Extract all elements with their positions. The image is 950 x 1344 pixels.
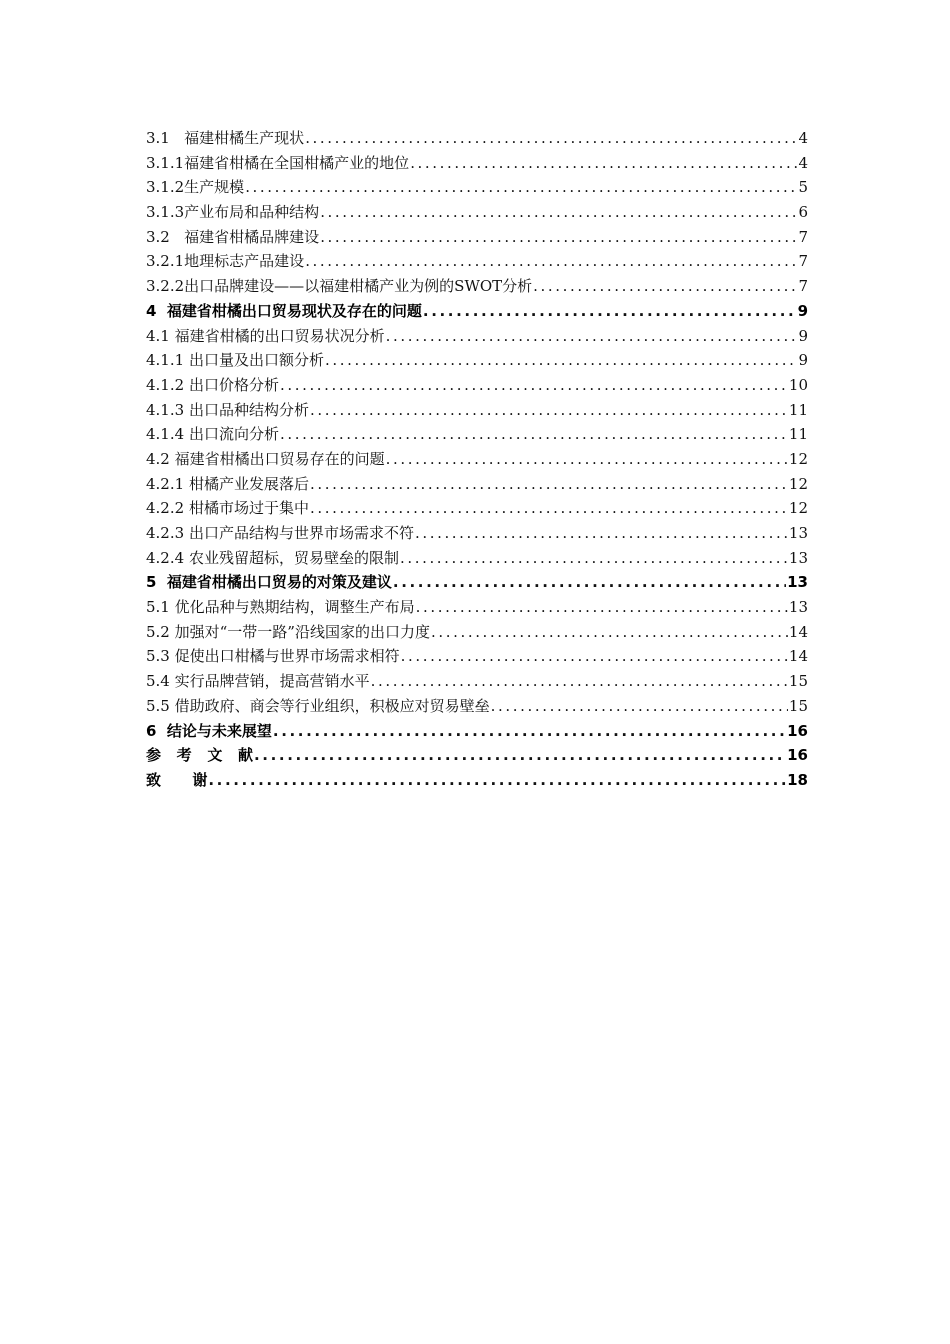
toc-entry-number: 4.2 <box>146 449 170 468</box>
toc-entry-title: 福建省柑橘的出口贸易状况分析 <box>174 326 385 345</box>
toc-dot-leader <box>245 175 797 200</box>
toc-entry-title: 福建省柑橘出口贸易存在的问题 <box>174 449 385 468</box>
toc-entry-title: 农业残留超标，贸易壁垒的限制 <box>188 548 399 567</box>
toc-entry-page-number: 9 <box>798 351 808 370</box>
toc-entry-title: 出口量及出口额分析 <box>188 351 324 370</box>
toc-entry-title: 加强对“一带一路”沿线国家的出口力度 <box>174 622 430 641</box>
toc-entry-title: 福建省柑橘出口贸易现状及存在的问题 <box>166 301 422 320</box>
toc-dot-leader <box>325 348 797 373</box>
toc-entry-number: 4.2.2 <box>146 499 185 518</box>
toc-entry-title: 出口产品结构与世界市场需求不符 <box>188 524 414 542</box>
toc-entry-page-number: 7 <box>798 227 808 246</box>
toc-entry-number: 3.2.2 <box>146 277 185 296</box>
toc-dot-leader <box>305 126 797 151</box>
toc-entry[interactable] <box>146 274 808 299</box>
toc-entry-number: 5.4 <box>146 672 170 691</box>
toc-entry[interactable] <box>146 644 808 669</box>
toc-entry-page-number: 15 <box>788 696 808 715</box>
toc-entry-number: 4.1.4 <box>146 425 185 444</box>
toc-entry-title: 出口流向分析 <box>188 425 279 444</box>
toc-entry[interactable] <box>146 126 808 151</box>
toc-entry-title: 致 谢 <box>146 770 208 789</box>
toc-entry-page-number: 13 <box>787 573 808 592</box>
toc-entry[interactable] <box>146 570 808 595</box>
toc-entry-number: 3.1 <box>146 129 170 147</box>
toc-entry-number: 3.1.1 <box>146 153 185 172</box>
toc-entry-number: 5.2 <box>146 622 170 641</box>
table-of-contents <box>146 126 808 793</box>
toc-entry-gap <box>156 719 166 744</box>
toc-entry-page-number: 12 <box>788 474 808 493</box>
toc-entry-title: 福建柑橘生产现状 <box>184 129 305 147</box>
toc-dot-leader <box>386 447 788 472</box>
toc-entry-page-number: 16 <box>787 746 808 765</box>
toc-entry-number: 3.2.1 <box>146 252 185 271</box>
toc-entry[interactable] <box>146 398 808 423</box>
toc-entry[interactable] <box>146 225 808 250</box>
toc-entry-title: 优化品种与熟期结构，调整生产布局 <box>174 598 415 617</box>
toc-entry-page-number: 14 <box>788 647 808 666</box>
toc-entry-title: 实行品牌营销，提高营销水平 <box>174 672 370 691</box>
toc-entry-number: 3.1.3 <box>146 203 185 222</box>
toc-entry-number: 5.1 <box>146 598 170 617</box>
toc-dot-leader <box>310 472 788 497</box>
toc-dot-leader <box>533 274 797 299</box>
toc-entry-number: 4.1.2 <box>146 375 185 394</box>
toc-entry-title: 结论与未来展望 <box>166 721 272 740</box>
toc-dot-leader <box>320 225 797 250</box>
toc-entry[interactable] <box>146 200 808 225</box>
toc-entry-page-number: 7 <box>798 277 808 296</box>
toc-dot-leader <box>423 299 797 324</box>
toc-entry[interactable] <box>146 620 808 645</box>
toc-entry[interactable] <box>146 595 808 620</box>
toc-entry-number: 4.2.1 <box>146 474 185 493</box>
toc-entry-page-number: 9 <box>798 326 808 345</box>
toc-dot-leader <box>305 249 797 274</box>
toc-entry[interactable] <box>146 669 808 694</box>
toc-entry-title: 参 考 文 献 <box>146 746 253 765</box>
toc-entry-title: 地理标志产品建设 <box>184 252 305 271</box>
toc-dot-leader <box>401 644 788 669</box>
toc-dot-leader <box>320 200 797 225</box>
toc-dot-leader <box>416 595 788 620</box>
toc-entry[interactable] <box>146 299 808 324</box>
toc-entry[interactable] <box>146 422 808 447</box>
toc-entry-gap <box>170 126 184 151</box>
toc-entry-number: 4.2.3 <box>146 524 185 542</box>
toc-dot-leader <box>415 521 788 546</box>
toc-entry-page-number: 14 <box>788 622 808 641</box>
toc-entry[interactable] <box>146 324 808 349</box>
toc-entry-gap <box>170 225 184 250</box>
toc-entry-gap <box>156 299 166 324</box>
toc-entry-title: 柑橘产业发展落后 <box>188 474 309 493</box>
toc-entry-page-number: 13 <box>788 524 808 542</box>
toc-entry-number: 5 <box>146 573 157 592</box>
toc-entry[interactable] <box>146 348 808 373</box>
toc-entry-number: 5.5 <box>146 696 170 715</box>
toc-entry[interactable] <box>146 447 808 472</box>
toc-entry-title: 福建省柑橘在全国柑橘产业的地位 <box>184 153 410 172</box>
toc-dot-leader <box>280 373 788 398</box>
toc-entry-page-number: 11 <box>788 425 808 444</box>
toc-dot-leader <box>400 546 788 571</box>
toc-dot-leader <box>280 422 788 447</box>
toc-entry-page-number: 16 <box>787 721 808 740</box>
toc-entry-number: 3.1.2 <box>146 178 185 197</box>
toc-dot-leader <box>393 570 786 595</box>
toc-entry-title: 出口价格分析 <box>188 375 279 394</box>
toc-entry[interactable] <box>146 249 808 274</box>
toc-entry-page-number: 6 <box>798 203 808 222</box>
toc-entry[interactable] <box>146 521 808 546</box>
toc-entry-gap <box>156 570 166 595</box>
toc-dot-leader <box>310 496 788 521</box>
toc-entry-page-number: 13 <box>788 598 808 617</box>
toc-entry[interactable] <box>146 546 808 571</box>
toc-entry[interactable] <box>146 373 808 398</box>
toc-entry-title: 福建省柑橘品牌建设 <box>184 227 320 246</box>
toc-entry[interactable] <box>146 743 808 768</box>
toc-dot-leader <box>491 694 788 719</box>
toc-entry[interactable] <box>146 768 808 793</box>
toc-entry-title: 借助政府、商会等行业组织，积极应对贸易壁垒 <box>174 696 490 715</box>
toc-entry-page-number: 4 <box>798 153 808 172</box>
toc-entry-number: 5.3 <box>146 647 170 666</box>
toc-dot-leader <box>386 324 798 349</box>
toc-entry[interactable] <box>146 472 808 497</box>
toc-entry-page-number: 15 <box>788 672 808 691</box>
toc-entry-page-number: 18 <box>787 770 808 789</box>
toc-entry-page-number: 12 <box>788 449 808 468</box>
toc-entry-title: 生产规模 <box>184 178 245 197</box>
toc-entry[interactable] <box>146 719 808 744</box>
toc-entry[interactable] <box>146 496 808 521</box>
toc-dot-leader <box>254 743 786 768</box>
toc-entry[interactable] <box>146 175 808 200</box>
toc-entry-page-number: 7 <box>798 252 808 271</box>
toc-entry-number: 3.2 <box>146 227 170 246</box>
toc-dot-leader <box>431 620 788 645</box>
toc-entry-title: 福建省柑橘出口贸易的对策及建议 <box>166 573 392 592</box>
toc-dot-leader <box>273 719 786 744</box>
toc-entry-title: 柑橘市场过于集中 <box>188 499 309 518</box>
toc-entry-number: 6 <box>146 721 157 740</box>
toc-dot-leader <box>371 669 788 694</box>
toc-entry-title: 出口品种结构分析 <box>188 400 309 419</box>
toc-entry-page-number: 10 <box>788 375 808 394</box>
toc-entry[interactable] <box>146 694 808 719</box>
toc-entry-page-number: 13 <box>788 548 808 567</box>
toc-entry-title: 出口品牌建设——以福建柑橘产业为例的SWOT分析 <box>184 277 533 296</box>
toc-entry-page-number: 5 <box>798 178 808 197</box>
toc-entry-title: 产业布局和品种结构 <box>184 203 320 222</box>
toc-entry-number: 4.2.4 <box>146 548 185 567</box>
toc-entry-number: 4.1.1 <box>146 351 185 370</box>
toc-entry-page-number: 9 <box>797 301 808 320</box>
toc-entry[interactable] <box>146 151 808 176</box>
toc-entry-number: 4 <box>146 301 157 320</box>
toc-dot-leader <box>410 151 797 176</box>
toc-entry-number: 4.1 <box>146 326 170 345</box>
toc-dot-leader <box>208 768 786 793</box>
toc-entry-title: 促使出口柑橘与世界市场需求相符 <box>174 647 400 666</box>
toc-entry-page-number: 4 <box>798 129 808 147</box>
toc-entry-page-number: 12 <box>788 499 808 518</box>
toc-entry-number: 4.1.3 <box>146 400 185 419</box>
toc-dot-leader <box>310 398 788 423</box>
toc-entry-page-number: 11 <box>788 400 808 419</box>
